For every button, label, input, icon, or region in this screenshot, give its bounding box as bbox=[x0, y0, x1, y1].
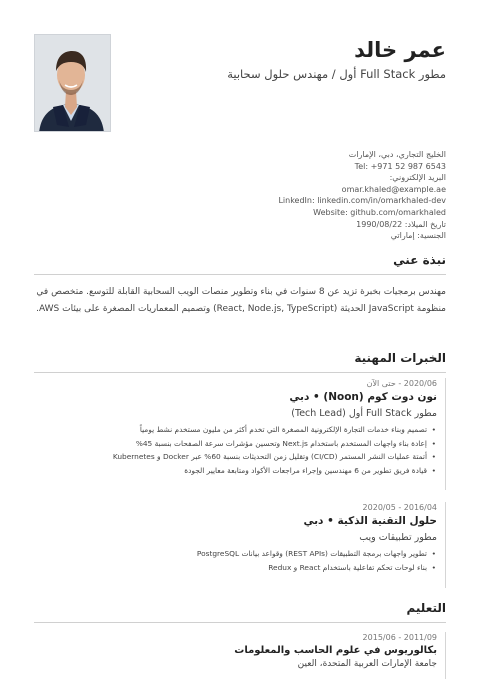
education-heading: التعليم bbox=[406, 601, 446, 615]
job-date: 2020/06 - حتى الآن bbox=[366, 379, 437, 388]
contact-website[interactable]: Website: github.com/omarkhaled bbox=[313, 207, 446, 217]
contact-email-label: البريد الإلكتروني: bbox=[389, 173, 446, 183]
profile-photo bbox=[34, 34, 111, 132]
timeline-line bbox=[445, 378, 446, 490]
job-bullets bbox=[34, 547, 437, 574]
education-school: جامعة الإمارات العربية المتحدة، العين bbox=[297, 659, 437, 669]
job-company: نون دوت كوم (Noon) • دبي bbox=[289, 391, 437, 403]
contact-nationality: الجنسية: إماراتي bbox=[390, 231, 446, 241]
contact-info bbox=[126, 149, 446, 242]
contact-birthdate: تاريخ الميلاد: 1990/08/22 bbox=[356, 219, 446, 229]
experience-entry bbox=[34, 502, 446, 574]
job-role: مطور تطبيقات ويب bbox=[359, 532, 437, 543]
timeline-line bbox=[445, 502, 446, 588]
job-company: حلول التقنية الذكية • دبي bbox=[303, 515, 437, 527]
contact-phone: Tel: +971 52 987 6543 bbox=[354, 161, 446, 171]
name-block bbox=[227, 36, 446, 82]
divider bbox=[34, 622, 446, 623]
education-degree: بكالوريوس في علوم الحاسب والمعلومات bbox=[234, 645, 437, 656]
about-heading: نبذة عني bbox=[393, 253, 446, 267]
job-bullets bbox=[34, 423, 437, 477]
list-item: • تطوير واجهات برمجة التطبيقات (REST APIs) وقواعد بيانات PostgreSQL bbox=[34, 547, 437, 561]
divider bbox=[34, 274, 446, 275]
job-date: 2016/04 - 2020/05 bbox=[362, 503, 437, 512]
contact-email[interactable]: omar.khaled@example.ae bbox=[341, 184, 446, 194]
job-title: مطور Full Stack أول / مهندس حلول سحابية bbox=[227, 67, 446, 81]
list-item: • أتمتة عمليات النشر المستمر (CI/CD) وتقليل زمن التحديثات بنسبة 60% عبر Docker و Kubernetes bbox=[34, 450, 437, 464]
experience-entry bbox=[34, 378, 446, 477]
list-item: • إعادة بناء واجهات المستخدم باستخدام Next.js وتحسين مؤشرات سرعة الصفحات بنسبة 45% bbox=[34, 437, 437, 451]
about-section-heading bbox=[34, 253, 446, 267]
contact-address: الخليج التجاري، دبي، الإمارات bbox=[348, 150, 446, 159]
list-item: • تصميم وبناء خدمات التجارة الإلكترونية المصغرة التي تخدم أكثر من مليون مستخدم نشط يومياً bbox=[34, 423, 437, 437]
portrait-icon bbox=[34, 35, 110, 132]
experience-section-heading bbox=[34, 351, 446, 365]
education-section-heading bbox=[34, 601, 446, 615]
full-name: عمر خالد bbox=[354, 38, 446, 62]
timeline-line bbox=[445, 632, 446, 679]
experience-heading: الخبرات المهنية bbox=[354, 351, 446, 365]
about-text: مهندس برمجيات بخبرة تزيد عن 8 سنوات في بناء وتطوير منصات الويب السحابية القابلة للتوسع. متخصص في منظومة JavaScript الحديثة (React, Node.js, TypeScript) وتصميم المعماريات المصغرة على بيئات AWS. bbox=[36, 287, 446, 314]
resume-header bbox=[34, 34, 446, 132]
list-item: • بناء لوحات تحكم تفاعلية باستخدام React و Redux bbox=[34, 561, 437, 575]
contact-linkedin[interactable]: LinkedIn: linkedin.com/in/omarkhaled-dev bbox=[278, 196, 446, 206]
education-entry bbox=[34, 632, 446, 671]
education-date: 2011/09 - 2015/06 bbox=[362, 633, 437, 642]
list-item: • قيادة فريق تطوير من 6 مهندسين وإجراء مراجعات الأكواد ومتابعة معايير الجودة bbox=[34, 464, 437, 478]
divider bbox=[34, 372, 446, 373]
job-role: مطور Full Stack أول (Tech Lead) bbox=[291, 408, 437, 419]
